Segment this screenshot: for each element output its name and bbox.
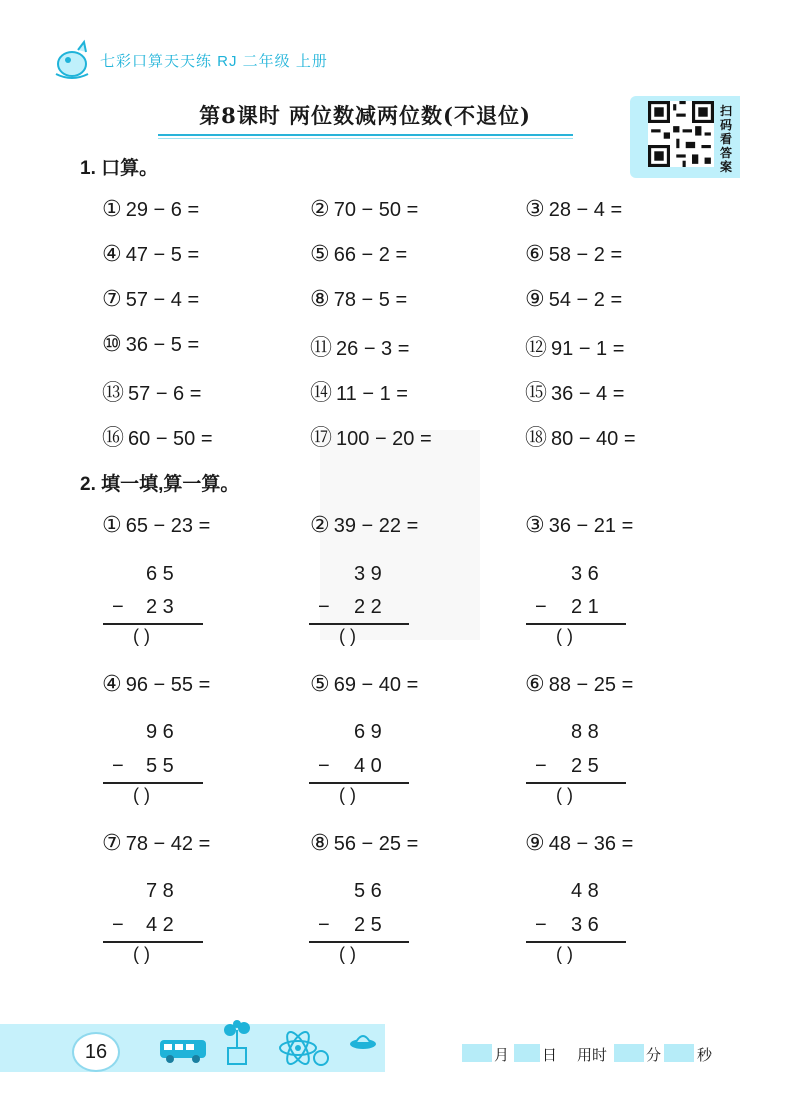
rule-line [103, 623, 203, 625]
title-underline [158, 134, 573, 136]
time-used-label: 用时 [577, 1047, 608, 1064]
plant-icon [218, 1020, 256, 1066]
answer-blank[interactable]: ( ) [339, 785, 356, 805]
oral-item: ⑦ 57 − 4 = [102, 286, 200, 311]
subtrahend: 4 0 [354, 755, 382, 777]
rule-line [103, 782, 203, 784]
qr-code-icon[interactable] [648, 101, 714, 167]
rule-line [309, 782, 409, 784]
vertical-item-header: ③ 36 − 21 = [525, 512, 634, 537]
scan-caption: 扫码看答案 [719, 104, 732, 174]
oral-item: ⑫ 91 − 1 = [525, 335, 625, 360]
oral-item: ⑱ 80 − 40 = [525, 425, 636, 450]
minute-blank[interactable] [614, 1044, 644, 1062]
oral-item: ⑯ 60 − 50 = [102, 425, 213, 450]
page-number: 16 [72, 1032, 120, 1072]
second-blank[interactable] [664, 1044, 694, 1062]
subtrahend: 3 6 [571, 914, 599, 936]
minuend: 6 9 [354, 721, 382, 743]
subtrahend: 2 1 [571, 596, 599, 618]
minus-sign: − [318, 755, 330, 777]
series-title: 七彩口算天天练 RJ 二年级 上册 [100, 52, 328, 70]
minuend: 7 8 [146, 880, 174, 902]
rule-line [526, 623, 626, 625]
minus-sign: − [318, 596, 330, 618]
vertical-item-header: ⑤ 69 − 40 = [310, 671, 419, 696]
subtrahend: 2 2 [354, 596, 382, 618]
vertical-item-header: ⑦ 78 − 42 = [102, 830, 211, 855]
oral-item: ③ 28 − 4 = [525, 196, 623, 221]
month-blank[interactable] [462, 1044, 492, 1062]
minute-label: 分 [646, 1047, 662, 1064]
minuend: 6 5 [146, 563, 174, 585]
bus-icon [158, 1036, 208, 1064]
oral-item: ⑪ 26 − 3 = [310, 335, 410, 360]
second-label: 秒 [697, 1047, 713, 1064]
minus-sign: − [535, 755, 547, 777]
answer-blank[interactable]: ( ) [556, 944, 573, 964]
oral-item: ⑩ 36 − 5 = [102, 331, 200, 356]
rule-line [526, 941, 626, 943]
mascot-icon [48, 38, 98, 82]
oral-item: ⑤ 66 − 2 = [310, 241, 408, 266]
minuend: 3 9 [354, 563, 382, 585]
vertical-item-header: ④ 96 − 55 = [102, 671, 211, 696]
vertical-item-header: ⑨ 48 − 36 = [525, 830, 634, 855]
subtrahend: 5 5 [146, 755, 174, 777]
oral-item: ⑬ 57 − 6 = [102, 380, 202, 405]
oral-item: ⑥ 58 − 2 = [525, 241, 623, 266]
section1-title: 1. 口算。 [80, 158, 159, 179]
minuend: 3 6 [571, 563, 599, 585]
vertical-item-header: ① 65 − 23 = [102, 512, 211, 537]
minuend: 4 8 [571, 880, 599, 902]
section2-title: 2. 填一填,算一算。 [80, 474, 240, 495]
subtrahend: 4 2 [146, 914, 174, 936]
oral-item: ① 29 − 6 = [102, 196, 200, 221]
oral-item: ② 70 − 50 = [310, 196, 419, 221]
minuend: 8 8 [571, 721, 599, 743]
answer-blank[interactable]: ( ) [339, 944, 356, 964]
answer-blank[interactable]: ( ) [556, 785, 573, 805]
subtrahend: 2 5 [354, 914, 382, 936]
answer-blank[interactable]: ( ) [133, 944, 150, 964]
minus-sign: − [112, 755, 124, 777]
oral-item: ⑨ 54 − 2 = [525, 286, 623, 311]
minuend: 5 6 [354, 880, 382, 902]
oral-item: ⑮ 36 − 4 = [525, 380, 625, 405]
rule-line [309, 623, 409, 625]
day-blank[interactable] [514, 1044, 540, 1062]
vertical-item-header: ⑧ 56 − 25 = [310, 830, 419, 855]
rule-line [526, 782, 626, 784]
minus-sign: − [112, 914, 124, 936]
day-label: 日 [542, 1047, 558, 1064]
answer-blank[interactable]: ( ) [133, 785, 150, 805]
oral-item: ⑭ 11 − 1 = [310, 380, 408, 405]
subtrahend: 2 3 [146, 596, 174, 618]
answer-blank[interactable]: ( ) [133, 626, 150, 646]
header [48, 38, 328, 82]
minus-sign: − [535, 596, 547, 618]
subtrahend: 2 5 [571, 755, 599, 777]
rule-line [103, 941, 203, 943]
lesson-title: 第8课时 两位数减两位数(不退位) [199, 103, 531, 128]
answer-blank[interactable]: ( ) [339, 626, 356, 646]
minuend: 9 6 [146, 721, 174, 743]
minus-sign: − [535, 914, 547, 936]
month-label: 月 [494, 1047, 510, 1064]
vertical-item-header: ⑥ 88 − 25 = [525, 671, 634, 696]
vertical-item-header: ② 39 − 22 = [310, 512, 419, 537]
answer-blank[interactable]: ( ) [556, 626, 573, 646]
oral-item: ④ 47 − 5 = [102, 241, 200, 266]
minus-sign: − [318, 914, 330, 936]
title-underline-thin [158, 138, 573, 139]
atom-icon [276, 1028, 330, 1068]
oral-item: ⑧ 78 − 5 = [310, 286, 408, 311]
oral-item: ⑰ 100 − 20 = [310, 425, 432, 450]
rule-line [309, 941, 409, 943]
ufo-icon [348, 1030, 378, 1052]
minus-sign: − [112, 596, 124, 618]
